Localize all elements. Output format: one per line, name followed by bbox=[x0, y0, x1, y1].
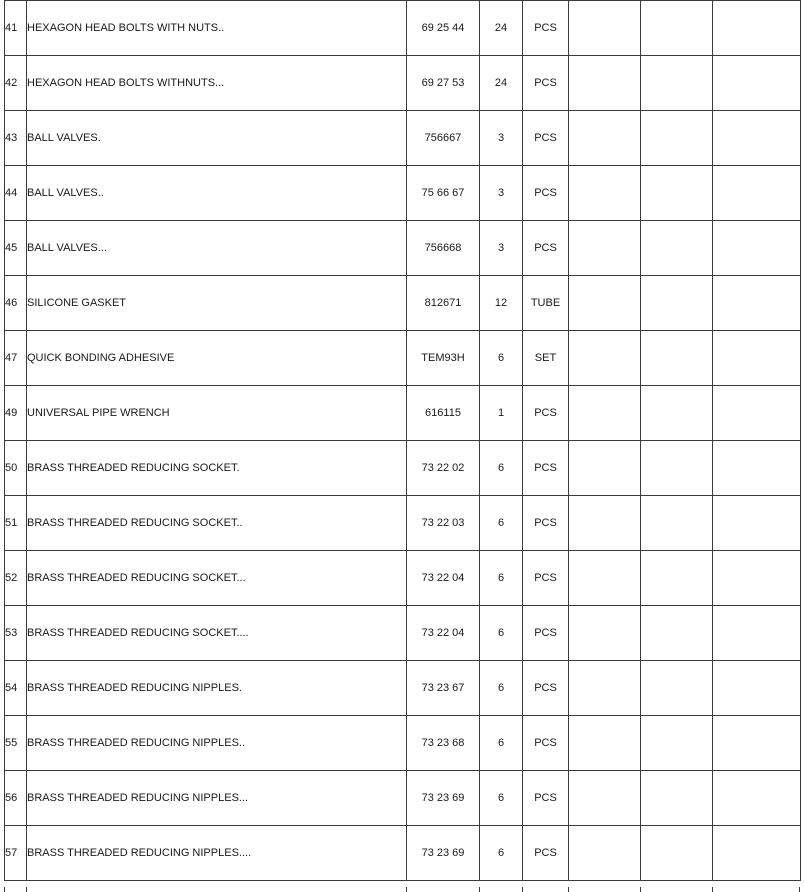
empty-cell[interactable] bbox=[641, 661, 713, 716]
empty-cell[interactable] bbox=[641, 221, 713, 276]
table-row bbox=[5, 826, 801, 881]
unit-cell[interactable]: PCS bbox=[523, 771, 569, 826]
empty-cell[interactable] bbox=[641, 276, 713, 331]
row-number-cell[interactable]: 49 bbox=[5, 386, 27, 441]
row-number-cell[interactable]: 57 bbox=[5, 826, 27, 881]
quantity-cell[interactable]: 6 bbox=[480, 496, 523, 551]
table-row bbox=[5, 111, 801, 166]
quantity-cell[interactable]: 3 bbox=[480, 111, 523, 166]
item-code-cell[interactable]: 616115 bbox=[407, 386, 480, 441]
empty-cell[interactable] bbox=[569, 111, 641, 166]
item-code-cell[interactable]: 73 22 04 bbox=[407, 551, 480, 606]
unit-cell[interactable]: PCS bbox=[523, 606, 569, 661]
unit-cell[interactable]: PCS bbox=[523, 1, 569, 56]
table-body bbox=[5, 1, 801, 881]
unit-cell[interactable]: PCS bbox=[523, 441, 569, 496]
empty-cell[interactable] bbox=[713, 661, 801, 716]
empty-cell[interactable] bbox=[569, 386, 641, 441]
description-cell[interactable]: BRASS THREADED REDUCING NIPPLES... bbox=[27, 771, 407, 826]
empty-cell[interactable] bbox=[713, 1, 801, 56]
row-number-cell[interactable]: 45 bbox=[5, 221, 27, 276]
empty-cell[interactable] bbox=[569, 496, 641, 551]
empty-cell[interactable] bbox=[713, 111, 801, 166]
row-number-cell[interactable]: 42 bbox=[5, 56, 27, 111]
empty-cell[interactable] bbox=[713, 606, 801, 661]
table-row bbox=[5, 56, 801, 111]
item-code-cell[interactable]: TEM93H bbox=[407, 331, 480, 386]
quantity-cell[interactable]: 6 bbox=[480, 771, 523, 826]
quantity-cell[interactable]: 24 bbox=[480, 1, 523, 56]
quantity-cell[interactable]: 6 bbox=[480, 826, 523, 881]
unit-cell[interactable]: PCS bbox=[523, 826, 569, 881]
unit-cell[interactable]: PCS bbox=[523, 221, 569, 276]
table-row bbox=[5, 496, 801, 551]
empty-cell[interactable] bbox=[713, 56, 801, 111]
unit-cell[interactable]: PCS bbox=[523, 111, 569, 166]
empty-cell[interactable] bbox=[569, 826, 641, 881]
empty-cell[interactable] bbox=[713, 441, 801, 496]
description-cell[interactable]: BRASS THREADED REDUCING NIPPLES. bbox=[27, 661, 407, 716]
unit-cell[interactable]: PCS bbox=[523, 661, 569, 716]
item-code-cell[interactable]: 812671 bbox=[407, 276, 480, 331]
row-number-cell[interactable]: 46 bbox=[5, 276, 27, 331]
empty-cell[interactable] bbox=[641, 386, 713, 441]
item-code-cell[interactable]: 73 23 69 bbox=[407, 771, 480, 826]
quantity-cell[interactable]: 6 bbox=[480, 661, 523, 716]
table-row bbox=[5, 551, 801, 606]
row-number-cell[interactable]: 56 bbox=[5, 771, 27, 826]
description-cell[interactable]: BALL VALVES... bbox=[27, 221, 407, 276]
empty-cell[interactable] bbox=[569, 221, 641, 276]
table-row bbox=[5, 661, 801, 716]
empty-cell[interactable] bbox=[641, 56, 713, 111]
empty-cell[interactable] bbox=[569, 56, 641, 111]
row-number-cell[interactable]: 55 bbox=[5, 716, 27, 771]
row-number-cell[interactable]: 51 bbox=[5, 496, 27, 551]
row-number-cell[interactable]: 44 bbox=[5, 166, 27, 221]
quantity-cell[interactable]: 6 bbox=[480, 551, 523, 606]
item-code-cell[interactable]: 73 23 68 bbox=[407, 716, 480, 771]
table-row bbox=[5, 771, 801, 826]
quantity-cell[interactable]: 3 bbox=[480, 166, 523, 221]
description-cell[interactable]: UNIVERSAL PIPE WRENCH bbox=[27, 386, 407, 441]
description-cell[interactable]: HEXAGON HEAD BOLTS WITH NUTS.. bbox=[27, 1, 407, 56]
quantity-cell[interactable]: 12 bbox=[480, 276, 523, 331]
description-cell[interactable]: QUICK BONDING ADHESIVE bbox=[27, 331, 407, 386]
row-number-cell[interactable]: 50 bbox=[5, 441, 27, 496]
quantity-cell[interactable]: 6 bbox=[480, 331, 523, 386]
item-code-cell[interactable]: 73 23 69 bbox=[407, 826, 480, 881]
unit-cell[interactable]: PCS bbox=[523, 551, 569, 606]
description-cell[interactable]: BRASS THREADED REDUCING NIPPLES.... bbox=[27, 826, 407, 881]
empty-cell[interactable] bbox=[713, 166, 801, 221]
item-code-cell[interactable]: 756668 bbox=[407, 221, 480, 276]
unit-cell[interactable]: PCS bbox=[523, 716, 569, 771]
empty-cell[interactable] bbox=[641, 441, 713, 496]
item-code-cell[interactable]: 75 66 67 bbox=[407, 166, 480, 221]
empty-cell[interactable] bbox=[569, 276, 641, 331]
empty-cell[interactable] bbox=[713, 386, 801, 441]
table-row bbox=[5, 441, 801, 496]
unit-cell[interactable]: PCS bbox=[523, 56, 569, 111]
table-row bbox=[5, 606, 801, 661]
empty-cell[interactable] bbox=[713, 716, 801, 771]
row-number-cell[interactable]: 43 bbox=[5, 111, 27, 166]
empty-cell[interactable] bbox=[569, 1, 641, 56]
unit-cell[interactable]: PCS bbox=[523, 166, 569, 221]
table-row bbox=[5, 1, 801, 56]
empty-cell[interactable] bbox=[713, 826, 801, 881]
description-cell[interactable]: BRASS THREADED REDUCING SOCKET.. bbox=[27, 496, 407, 551]
row-number-cell[interactable]: 47 bbox=[5, 331, 27, 386]
empty-cell[interactable] bbox=[641, 551, 713, 606]
empty-cell[interactable] bbox=[641, 826, 713, 881]
parts-table bbox=[4, 0, 801, 881]
empty-cell[interactable] bbox=[569, 551, 641, 606]
description-cell[interactable]: BALL VALVES. bbox=[27, 111, 407, 166]
item-code-cell[interactable]: 73 22 04 bbox=[407, 606, 480, 661]
table-row bbox=[5, 166, 801, 221]
description-cell[interactable]: BRASS THREADED REDUCING SOCKET... bbox=[27, 551, 407, 606]
empty-cell[interactable] bbox=[569, 771, 641, 826]
empty-cell[interactable] bbox=[569, 606, 641, 661]
quantity-cell[interactable]: 3 bbox=[480, 221, 523, 276]
empty-cell[interactable] bbox=[713, 771, 801, 826]
description-cell[interactable]: BALL VALVES.. bbox=[27, 166, 407, 221]
empty-cell[interactable] bbox=[569, 661, 641, 716]
empty-cell[interactable] bbox=[569, 716, 641, 771]
description-cell[interactable]: BRASS THREADED REDUCING SOCKET.... bbox=[27, 606, 407, 661]
row-number-cell[interactable]: 52 bbox=[5, 551, 27, 606]
table-row bbox=[5, 221, 801, 276]
empty-cell[interactable] bbox=[641, 606, 713, 661]
empty-cell[interactable] bbox=[569, 441, 641, 496]
empty-cell[interactable] bbox=[641, 771, 713, 826]
description-cell[interactable]: HEXAGON HEAD BOLTS WITHNUTS... bbox=[27, 56, 407, 111]
empty-cell[interactable] bbox=[713, 331, 801, 386]
item-code-cell[interactable]: 73 22 02 bbox=[407, 441, 480, 496]
empty-cell[interactable] bbox=[713, 496, 801, 551]
item-code-cell[interactable]: 69 25 44 bbox=[407, 1, 480, 56]
unit-cell[interactable]: PCS bbox=[523, 386, 569, 441]
empty-cell[interactable] bbox=[569, 166, 641, 221]
empty-cell[interactable] bbox=[713, 276, 801, 331]
table-row bbox=[5, 716, 801, 771]
empty-cell[interactable] bbox=[569, 331, 641, 386]
description-cell[interactable]: BRASS THREADED REDUCING NIPPLES.. bbox=[27, 716, 407, 771]
empty-cell[interactable] bbox=[641, 111, 713, 166]
row-number-cell[interactable]: 41 bbox=[5, 1, 27, 56]
unit-cell[interactable]: SET bbox=[523, 331, 569, 386]
description-cell[interactable]: SILICONE GASKET bbox=[27, 276, 407, 331]
unit-cell[interactable]: TUBE bbox=[523, 276, 569, 331]
quantity-cell[interactable]: 1 bbox=[480, 386, 523, 441]
item-code-cell[interactable]: 73 23 67 bbox=[407, 661, 480, 716]
table-row bbox=[5, 331, 801, 386]
item-code-cell[interactable]: 756667 bbox=[407, 111, 480, 166]
item-code-cell[interactable]: 73 22 03 bbox=[407, 496, 480, 551]
row-number-cell[interactable]: 53 bbox=[5, 606, 27, 661]
empty-cell[interactable] bbox=[641, 496, 713, 551]
next-row-edge bbox=[4, 887, 800, 892]
empty-cell[interactable] bbox=[641, 1, 713, 56]
quantity-cell[interactable]: 6 bbox=[480, 716, 523, 771]
row-number-cell[interactable]: 54 bbox=[5, 661, 27, 716]
table-row bbox=[5, 276, 801, 331]
empty-cell[interactable] bbox=[713, 221, 801, 276]
table-row bbox=[5, 386, 801, 441]
empty-cell[interactable] bbox=[641, 716, 713, 771]
empty-cell[interactable] bbox=[713, 551, 801, 606]
quantity-cell[interactable]: 6 bbox=[480, 606, 523, 661]
item-code-cell[interactable]: 69 27 53 bbox=[407, 56, 480, 111]
description-cell[interactable]: BRASS THREADED REDUCING SOCKET. bbox=[27, 441, 407, 496]
quantity-cell[interactable]: 24 bbox=[480, 56, 523, 111]
empty-cell[interactable] bbox=[641, 331, 713, 386]
quantity-cell[interactable]: 6 bbox=[480, 441, 523, 496]
empty-cell[interactable] bbox=[641, 166, 713, 221]
unit-cell[interactable]: PCS bbox=[523, 496, 569, 551]
